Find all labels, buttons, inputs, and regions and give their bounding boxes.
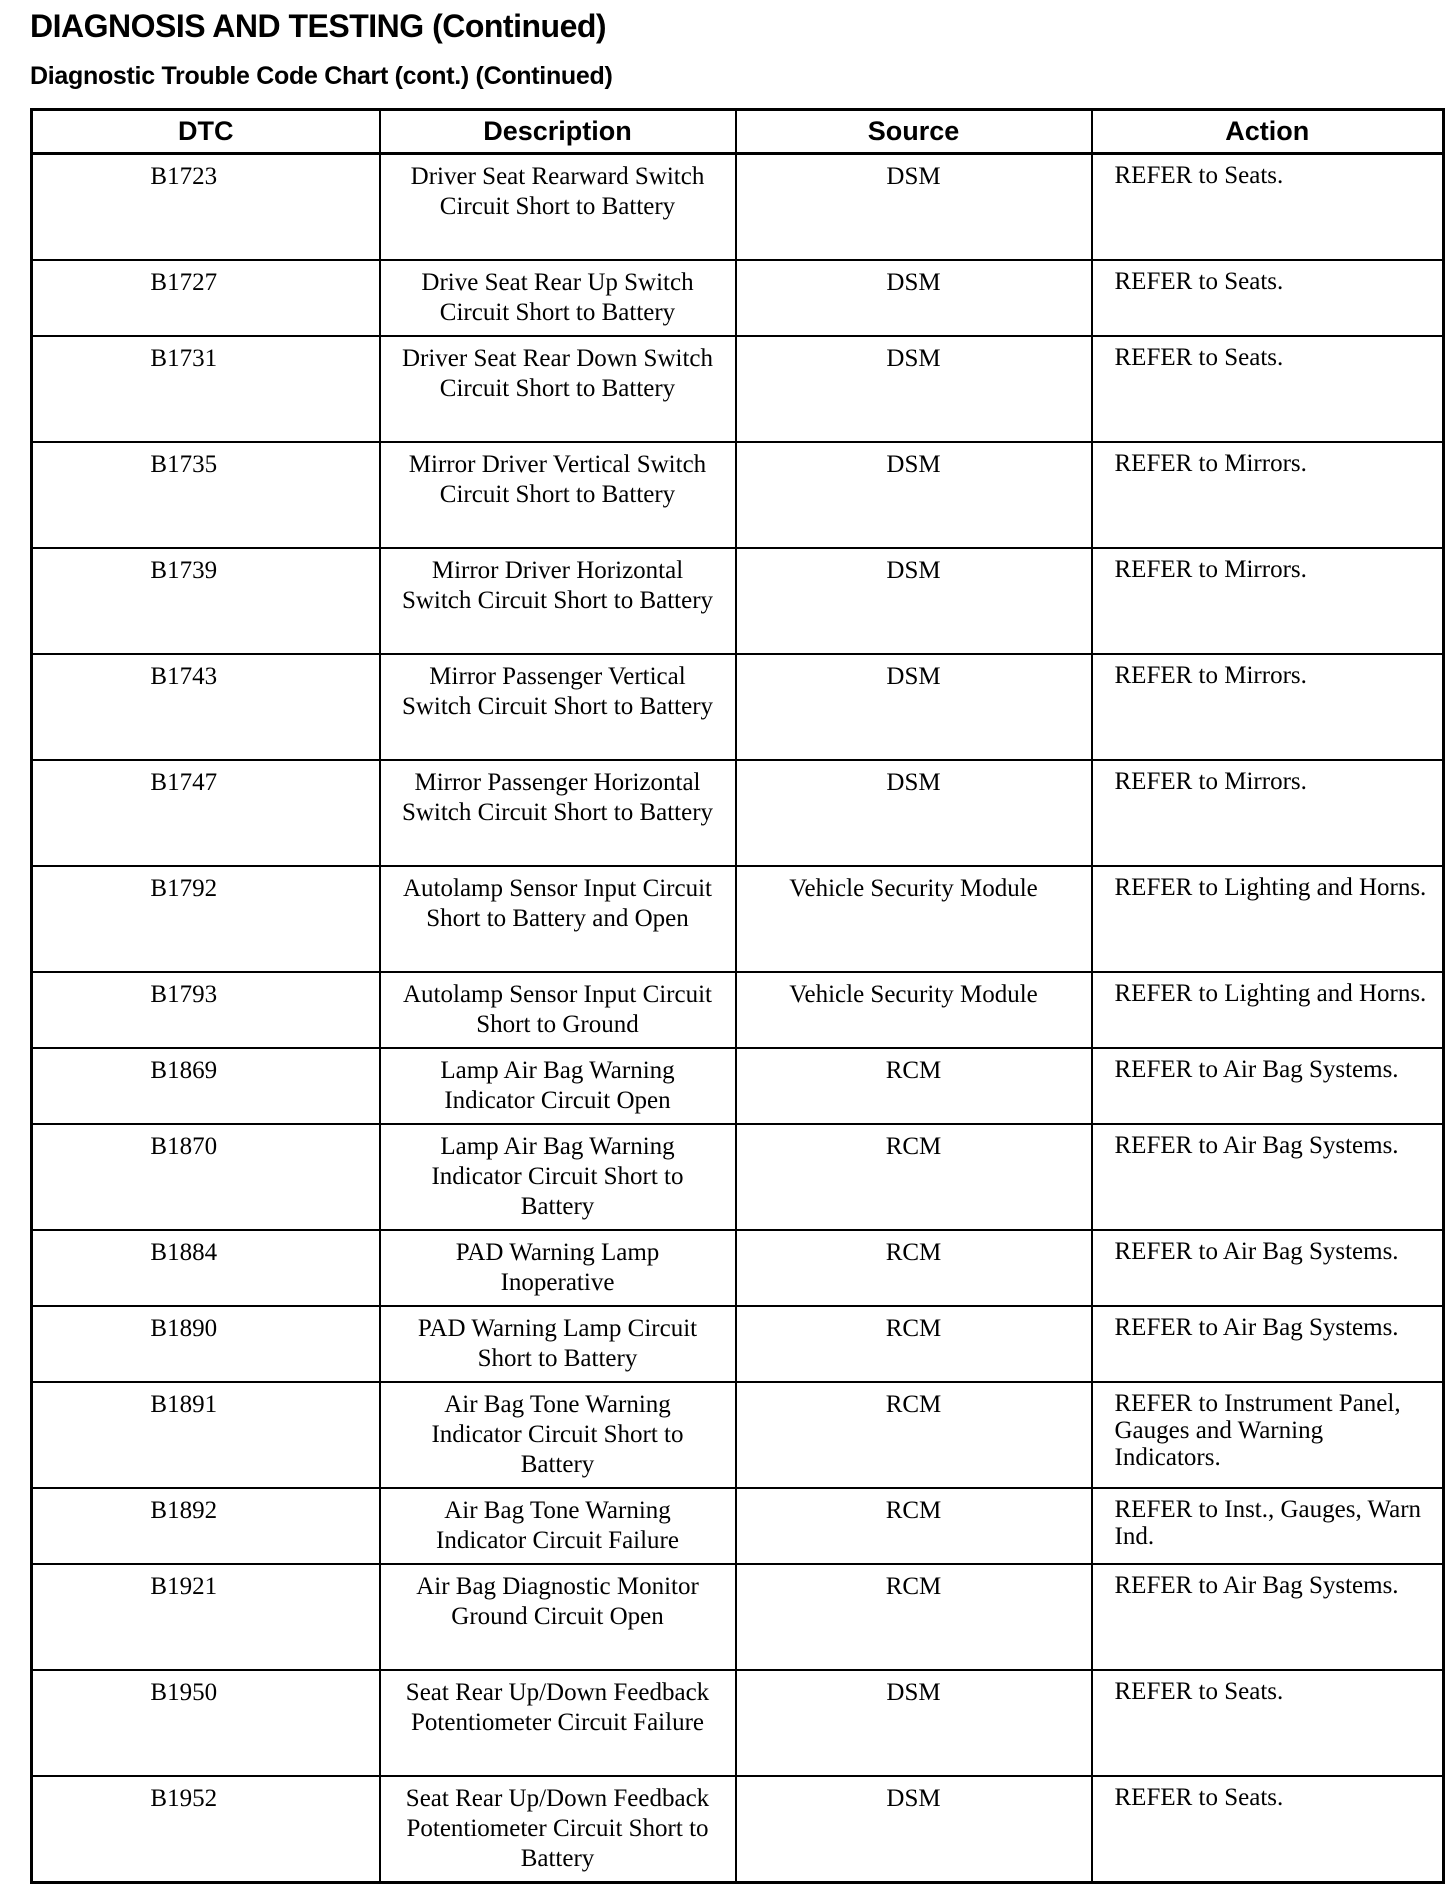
table-row	[32, 654, 1444, 760]
column-header-action: Action	[1092, 110, 1444, 154]
dtc-code-cell: B1869	[32, 1048, 380, 1124]
table-row	[32, 154, 1444, 261]
action-cell: REFER to Air Bag Systems.	[1092, 1230, 1444, 1306]
source-cell: DSM	[736, 1776, 1092, 1883]
dtc-code-cell: B1892	[32, 1488, 380, 1564]
source-cell: DSM	[736, 154, 1092, 261]
action-cell: REFER to Seats.	[1092, 260, 1444, 336]
dtc-code-cell: B1723	[32, 154, 380, 261]
table-row	[32, 1048, 1444, 1124]
table-row	[32, 1382, 1444, 1488]
description-cell: PAD Warning Lamp Circuit Short to Battery	[380, 1306, 736, 1382]
source-cell: RCM	[736, 1230, 1092, 1306]
column-header-dtc: DTC	[32, 110, 380, 154]
description-cell: Air Bag Tone Warning Indicator Circuit Failure	[380, 1488, 736, 1564]
action-cell: REFER to Lighting and Horns.	[1092, 972, 1444, 1048]
table-row	[32, 548, 1444, 654]
table-row	[32, 1564, 1444, 1670]
action-cell: REFER to Air Bag Systems.	[1092, 1048, 1444, 1124]
source-cell: RCM	[736, 1124, 1092, 1230]
source-cell: RCM	[736, 1382, 1092, 1488]
table-row	[32, 1488, 1444, 1564]
action-cell: REFER to Inst., Gauges, Warn Ind.	[1092, 1488, 1444, 1564]
dtc-code-cell: B1793	[32, 972, 380, 1048]
dtc-code-cell: B1890	[32, 1306, 380, 1382]
action-cell: REFER to Instrument Panel, Gauges and Warning Indicators.	[1092, 1382, 1444, 1488]
table-row	[32, 260, 1444, 336]
action-cell: REFER to Mirrors.	[1092, 548, 1444, 654]
dtc-code-cell: B1743	[32, 654, 380, 760]
table-row	[32, 866, 1444, 972]
source-cell: DSM	[736, 442, 1092, 548]
table-row	[32, 336, 1444, 442]
dtc-code-cell: B1870	[32, 1124, 380, 1230]
source-cell: DSM	[736, 260, 1092, 336]
dtc-code-cell: B1884	[32, 1230, 380, 1306]
source-cell: DSM	[736, 1670, 1092, 1776]
description-cell: Air Bag Diagnostic Monitor Ground Circuit Open	[380, 1564, 736, 1670]
action-cell: REFER to Air Bag Systems.	[1092, 1306, 1444, 1382]
table-row	[32, 1306, 1444, 1382]
dtc-code-cell: B1747	[32, 760, 380, 866]
description-cell: Seat Rear Up/Down Feedback Potentiometer Circuit Short to Battery	[380, 1776, 736, 1883]
source-cell: RCM	[736, 1564, 1092, 1670]
source-cell: DSM	[736, 760, 1092, 866]
description-cell: Mirror Driver Vertical Switch Circuit Short to Battery	[380, 442, 736, 548]
source-cell: Vehicle Security Module	[736, 972, 1092, 1048]
table-body	[32, 154, 1444, 1883]
action-cell: REFER to Air Bag Systems.	[1092, 1124, 1444, 1230]
description-cell: Mirror Passenger Horizontal Switch Circuit Short to Battery	[380, 760, 736, 866]
description-cell: Driver Seat Rearward Switch Circuit Short to Battery	[380, 154, 736, 261]
description-cell: Autolamp Sensor Input Circuit Short to Battery and Open	[380, 866, 736, 972]
action-cell: REFER to Seats.	[1092, 1670, 1444, 1776]
source-cell: DSM	[736, 336, 1092, 442]
description-cell: Mirror Driver Horizontal Switch Circuit Short to Battery	[380, 548, 736, 654]
dtc-code-cell: B1739	[32, 548, 380, 654]
table-row	[32, 1124, 1444, 1230]
description-cell: Mirror Passenger Vertical Switch Circuit Short to Battery	[380, 654, 736, 760]
source-cell: RCM	[736, 1488, 1092, 1564]
dtc-table	[30, 108, 1445, 1884]
description-cell: Autolamp Sensor Input Circuit Short to Ground	[380, 972, 736, 1048]
dtc-code-cell: B1891	[32, 1382, 380, 1488]
section-title: DIAGNOSIS AND TESTING (Continued)	[30, 8, 607, 44]
action-cell: REFER to Lighting and Horns.	[1092, 866, 1444, 972]
dtc-code-cell: B1952	[32, 1776, 380, 1883]
table-row	[32, 1670, 1444, 1776]
description-cell: Seat Rear Up/Down Feedback Potentiometer Circuit Failure	[380, 1670, 736, 1776]
dtc-code-cell: B1727	[32, 260, 380, 336]
column-header-description: Description	[380, 110, 736, 154]
source-cell: DSM	[736, 548, 1092, 654]
action-cell: REFER to Air Bag Systems.	[1092, 1564, 1444, 1670]
description-cell: PAD Warning Lamp Inoperative	[380, 1230, 736, 1306]
table-row	[32, 760, 1444, 866]
description-cell: Drive Seat Rear Up Switch Circuit Short to Battery	[380, 260, 736, 336]
source-cell: Vehicle Security Module	[736, 866, 1092, 972]
table-row	[32, 1230, 1444, 1306]
table-header-row	[32, 110, 1444, 154]
action-cell: REFER to Seats.	[1092, 336, 1444, 442]
table-row	[32, 1776, 1444, 1883]
dtc-code-cell: B1731	[32, 336, 380, 442]
source-cell: RCM	[736, 1048, 1092, 1124]
dtc-code-cell: B1792	[32, 866, 380, 972]
description-cell: Lamp Air Bag Warning Indicator Circuit Open	[380, 1048, 736, 1124]
description-cell: Air Bag Tone Warning Indicator Circuit Short to Battery	[380, 1382, 736, 1488]
source-cell: DSM	[736, 654, 1092, 760]
source-cell: RCM	[736, 1306, 1092, 1382]
action-cell: REFER to Mirrors.	[1092, 760, 1444, 866]
action-cell: REFER to Mirrors.	[1092, 654, 1444, 760]
table-title: Diagnostic Trouble Code Chart (cont.) (Continued)	[30, 62, 613, 90]
column-header-source: Source	[736, 110, 1092, 154]
description-cell: Driver Seat Rear Down Switch Circuit Short to Battery	[380, 336, 736, 442]
description-cell: Lamp Air Bag Warning Indicator Circuit Short to Battery	[380, 1124, 736, 1230]
dtc-code-cell: B1735	[32, 442, 380, 548]
table-row	[32, 972, 1444, 1048]
action-cell: REFER to Seats.	[1092, 154, 1444, 261]
action-cell: REFER to Mirrors.	[1092, 442, 1444, 548]
dtc-code-cell: B1921	[32, 1564, 380, 1670]
action-cell: REFER to Seats.	[1092, 1776, 1444, 1883]
dtc-code-cell: B1950	[32, 1670, 380, 1776]
table-row	[32, 442, 1444, 548]
